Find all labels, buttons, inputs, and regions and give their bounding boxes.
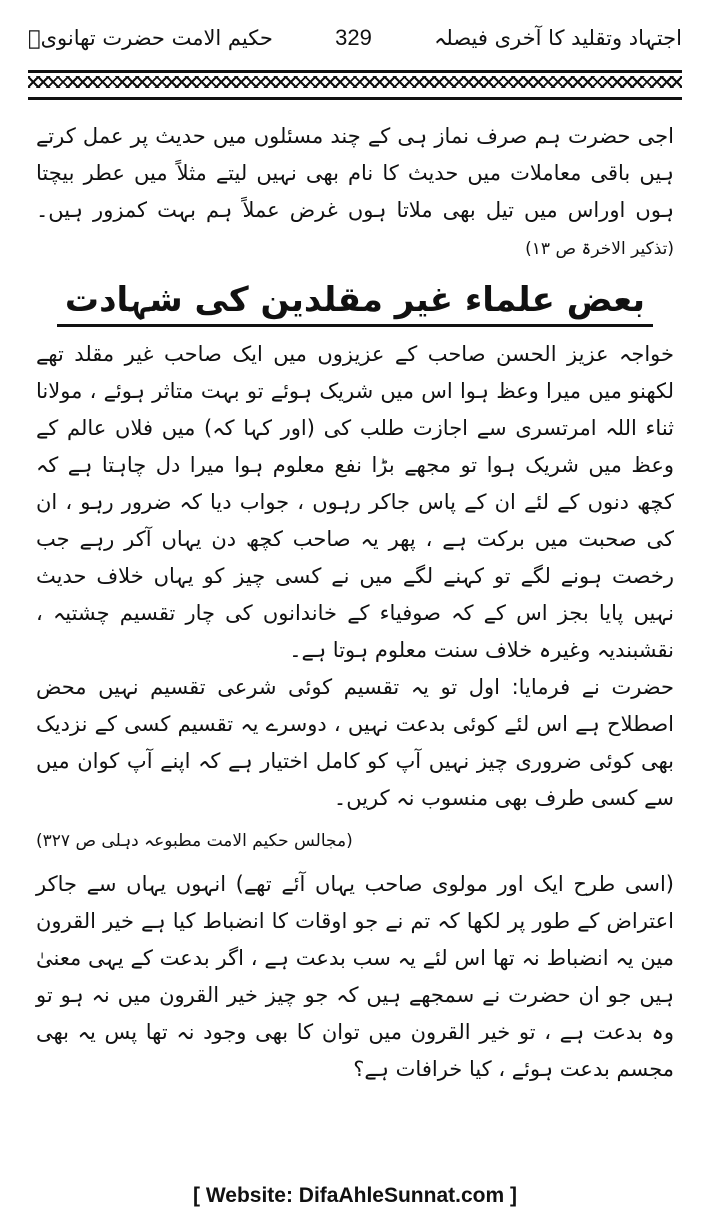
section-heading: [36, 276, 674, 324]
header-divider: [28, 70, 682, 100]
page-number: 329: [335, 25, 372, 50]
paragraph-khwaja: خواجہ عزیز الحسن صاحب کے عزیزوں میں ایک صاحب غیر مقلد تھے لکھنو میں میرا وعظ ہوا اس میں شریک ہوئے تو بہت متاثر ہوئے ، مولانا ثناء اللہ امرتسری سے اجازت طلب کی (اور کہا کہ) میں فلاں عالم کے وعظ میں شریک ہوا تو مجھے بڑا نفع معلوم ہوا میرا دل چاہتا ہے کہ کچھ دنوں کے لئے ان کے پاس جاکر رہوں ، جواب دیا کہ ضرور رہو ، ان کی صحبت میں برکت ہے ، پھر یہ صاحب کچھ دن یہاں آکر رہے جب رخصت ہونے لگے تو کہنے لگے میں نے کسی چیز کو یہاں خلاف حدیث نہیں پایا بجز اس کے کہ صوفیاء کے خاندانوں کی چار تقسیم چشتیہ ، نقشبندیہ وغیرہ خلاف سنت معلوم ہوتا ہے۔: [36, 342, 674, 662]
book-title: اجتہاد وتقلید کا آخری فیصلہ: [434, 26, 682, 50]
paragraph-intro: [36, 118, 674, 268]
section-heading-text: بعض علماء غیر مقلدین کی شہادت: [57, 280, 653, 327]
paragraph-hazrat: حضرت نے فرمایا: اول تو یہ تقسیم کوئی شرعی تقسیم نہیں محض اصطلاح ہے اس لئے کوئی بدعت نہیں ، دوسرے یہ تقسیم کسی کے نزدیک بھی کوئی ضروری چیز نہیں آپ کو کامل اختیار ہے کہ اپنے آپ کوان میں سے کسی طرف بھی منسوب نہ کریں۔: [36, 675, 674, 810]
citation-tazkir: (تذکیر الاخرۃ ص ۱۳): [525, 239, 674, 259]
citation-majalis: (مجالس حکیم الامت مطبوعہ دہلی ص ۳۲۷): [36, 831, 353, 851]
author-title: حکیم الامت حضرت تھانویؒ: [28, 26, 273, 50]
paragraph-maulvi: (اسی طرح ایک اور مولوی صاحب یہاں آئے تھے) انہوں یہاں سے جاکر اعتراض کے طور پر لکھا کہ تم نے جو اوقات کا انضباط کیا ہے خیر القرون مین یہ انضباط نہ تھا اس لئے یہ سب بدعت ہے ، اگر بدعت کے یہی معنیٰ ہیں جو ان حضرت نے سمجھے ہیں کہ جو چیز خیر القرون میں نہ ہو تو وہ بدعت ہے ، تو خیر القرون میں توان کا بھی وجود نہ تھا پس یہ بھی مجسم بدعت ہوئے ، کیا خرافات ہے؟: [36, 872, 674, 1081]
website-footer: [ Website: DifaAhleSunnat.com ]: [193, 1184, 517, 1207]
divider-pattern: [28, 76, 682, 88]
page-body: [36, 118, 674, 1088]
paragraph-intro-text: اجی حضرت ہم صرف نماز ہی کے چند مسئلوں میں حدیث پر عمل کرتے ہیں باقی معاملات میں حدیث کا نام بھی نہیں لیتے مثلاً میں عطر بیچتا ہوں اوراس میں تیل بھی ملاتا ہوں غرض عملاً ہم بہت کمزور ہیں۔: [36, 124, 674, 222]
page-header: [28, 18, 682, 58]
